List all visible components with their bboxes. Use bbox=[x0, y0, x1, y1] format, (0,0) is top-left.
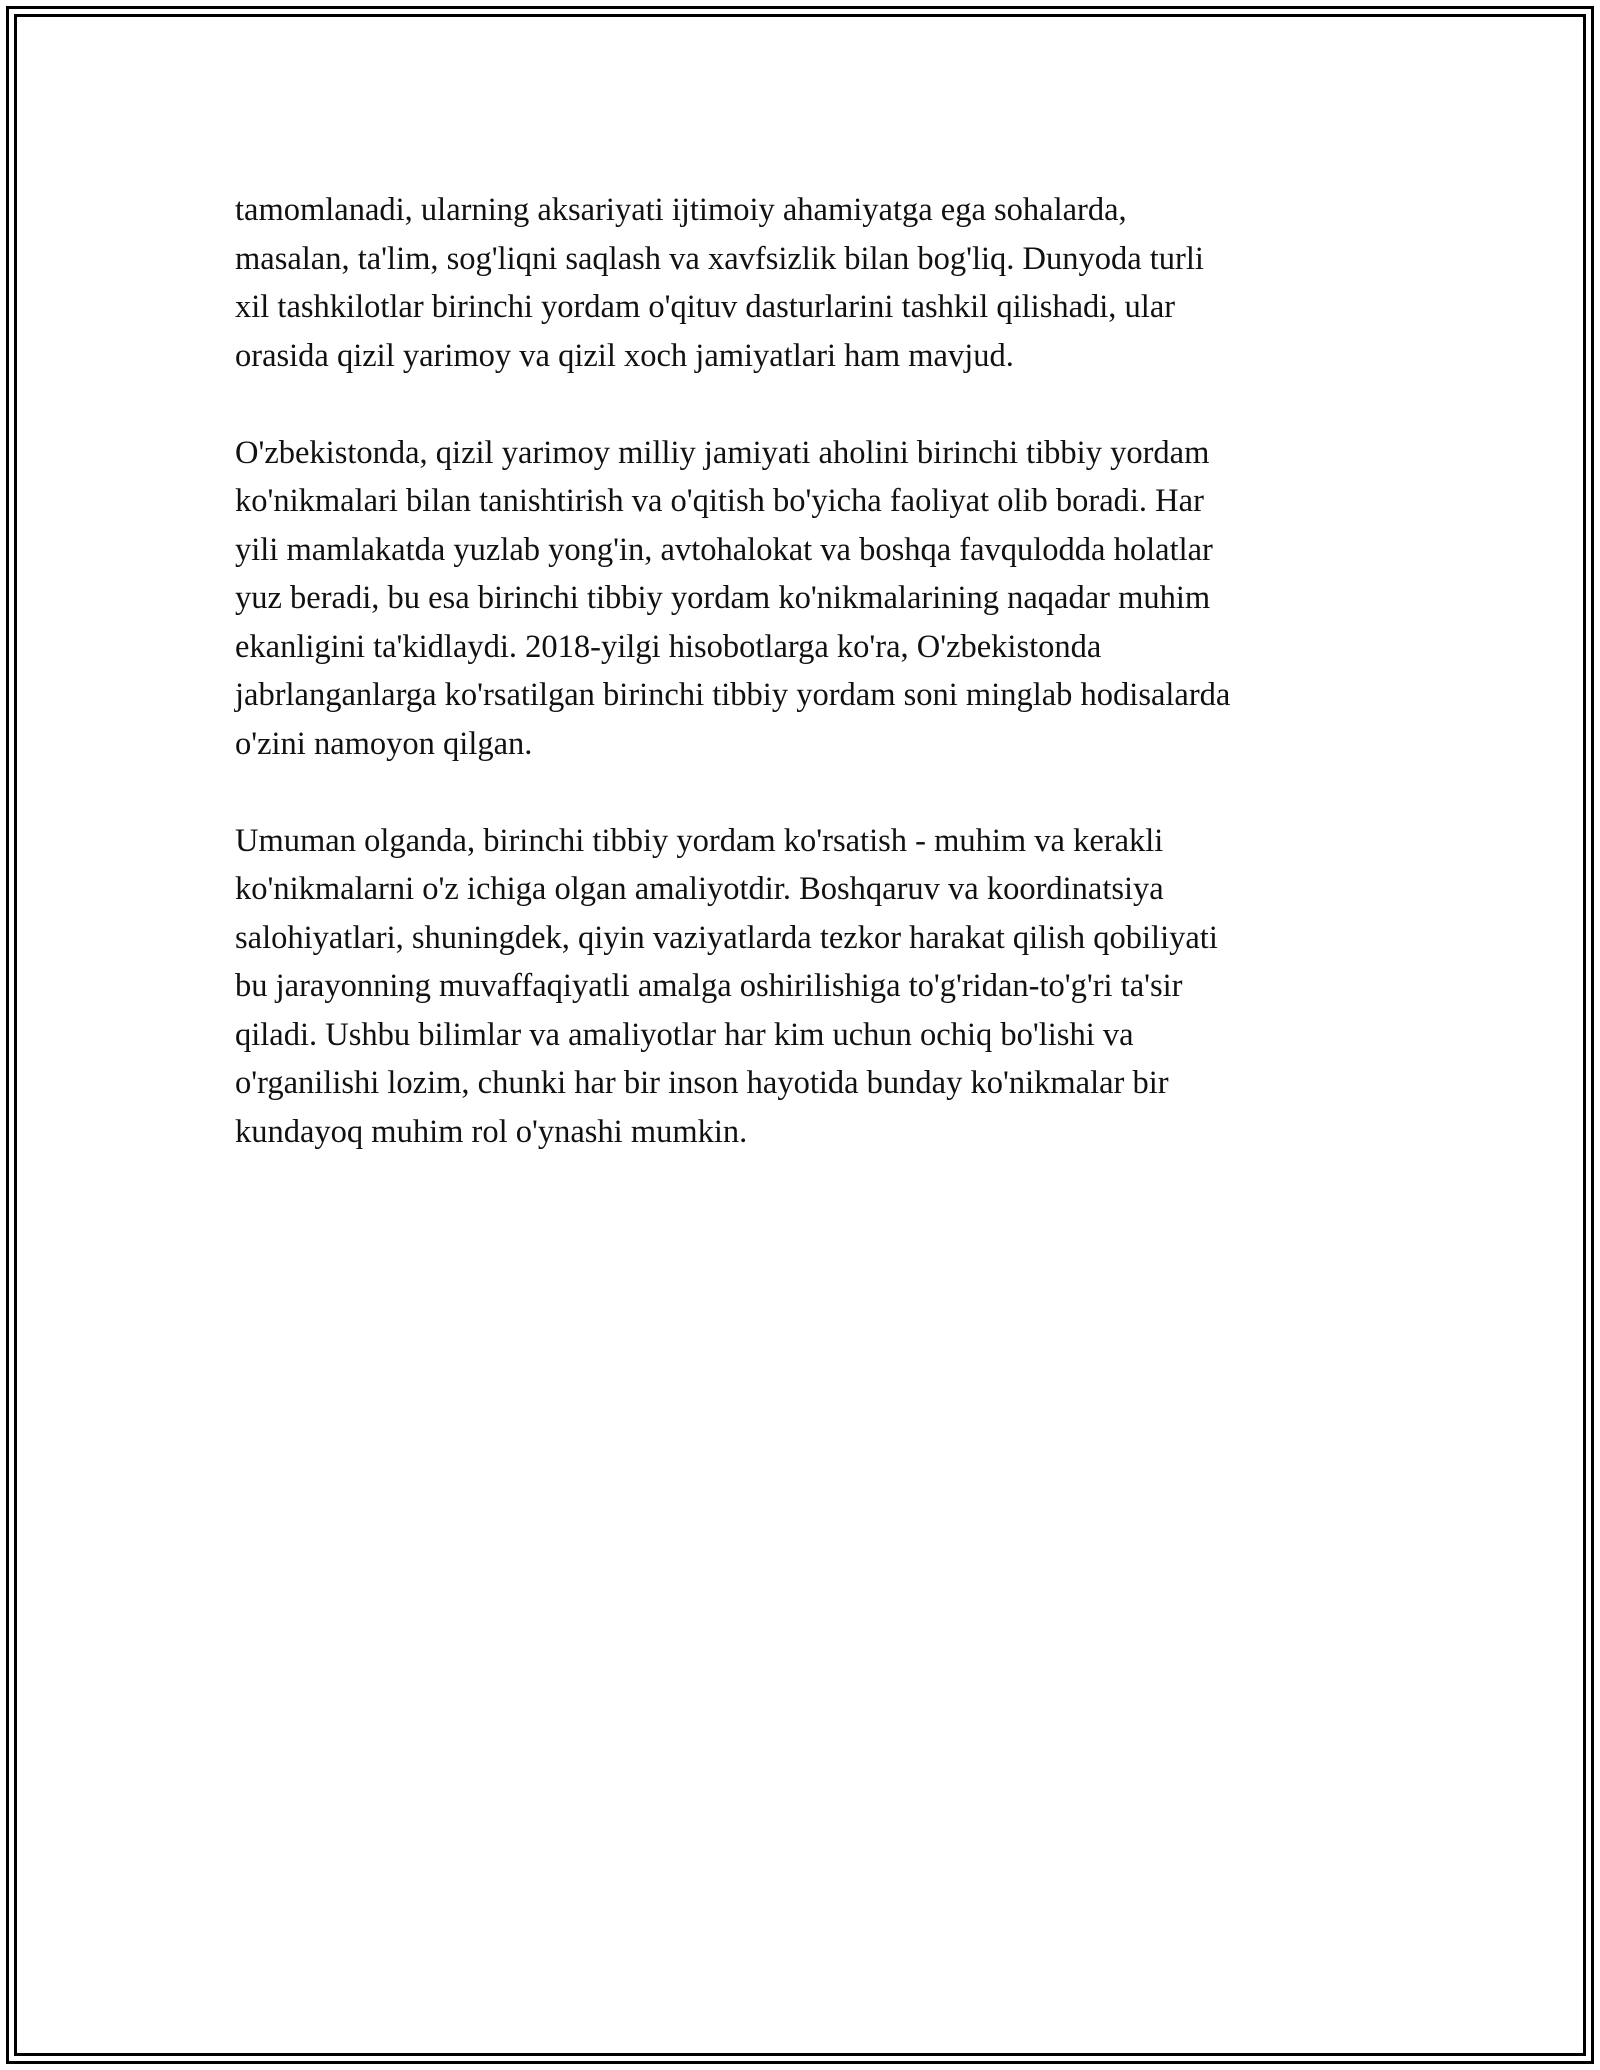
paragraph-line: kundayoq muhim rol o'ynashi mumkin. bbox=[235, 1113, 748, 1150]
paragraph-line: orasida qizil yarimoy va qizil xoch jamiyatlari ham mavjud. bbox=[235, 337, 1014, 374]
paragraph-1 bbox=[235, 186, 1375, 380]
paragraph-line: salohiyatlari, shuningdek, qiyin vaziyatlarda tezkor harakat qilish qobiliyati bbox=[235, 919, 1218, 956]
paragraph-2 bbox=[235, 429, 1375, 769]
paragraph-line: ekanligini ta'kidlaydi. 2018-yilgi hisobotlarga ko'ra, O'zbekistonda bbox=[235, 628, 1102, 665]
paragraph-line: bu jarayonning muvaffaqiyatli amalga oshirilishiga to'g'ridan-to'g'ri ta'sir bbox=[235, 968, 1183, 1004]
paragraph-3 bbox=[235, 817, 1375, 1157]
paragraph-line: ko'nikmalarni o'z ichiga olgan amaliyotdir. Boshqaruv va koordinatsiya bbox=[235, 871, 1164, 907]
paragraph-line: masalan, ta'lim, sog'liqni saqlash va xavfsizlik bilan bog'liq. Dunyoda turli bbox=[235, 240, 1204, 277]
paragraph-line: yuz beradi, bu esa birinchi tibbiy yordam ko'nikmalarining naqadar muhim bbox=[235, 580, 1211, 616]
paragraph-line: xil tashkilotlar birinchi yordam o'qituv dasturlarini tashkil qilishadi, ular bbox=[235, 289, 1176, 325]
paragraph-line: jabrlanganlarga ko'rsatilgan birinchi tibbiy yordam soni minglab hodisalarda bbox=[235, 677, 1231, 713]
paragraph-line: yili mamlakatda yuzlab yong'in, avtohalokat va boshqa favqulodda holatlar bbox=[235, 531, 1213, 568]
paragraph-line: o'zini namoyon qilgan. bbox=[235, 725, 533, 762]
paragraph-line: tamomlanadi, ularning aksariyati ijtimoiy ahamiyatga ega sohalarda, bbox=[235, 192, 1127, 228]
document-body bbox=[235, 186, 1375, 1205]
paragraph-line: qiladi. Ushbu bilimlar va amaliyotlar har kim uchun ochiq bo'lishi va bbox=[235, 1016, 1134, 1053]
paragraph-line: O'zbekistonda, qizil yarimoy milliy jamiyati aholini birinchi tibbiy yordam bbox=[235, 434, 1210, 471]
paragraph-line: o'rganilishi lozim, chunki har bir inson hayotida bunday ko'nikmalar bir bbox=[235, 1065, 1169, 1101]
paragraph-line: Umuman olganda, birinchi tibbiy yordam ko'rsatish - muhim va kerakli bbox=[235, 822, 1164, 859]
paragraph-line: ko'nikmalari bilan tanishtirish va o'qitish bo'yicha faoliyat olib boradi. Har bbox=[235, 483, 1204, 519]
